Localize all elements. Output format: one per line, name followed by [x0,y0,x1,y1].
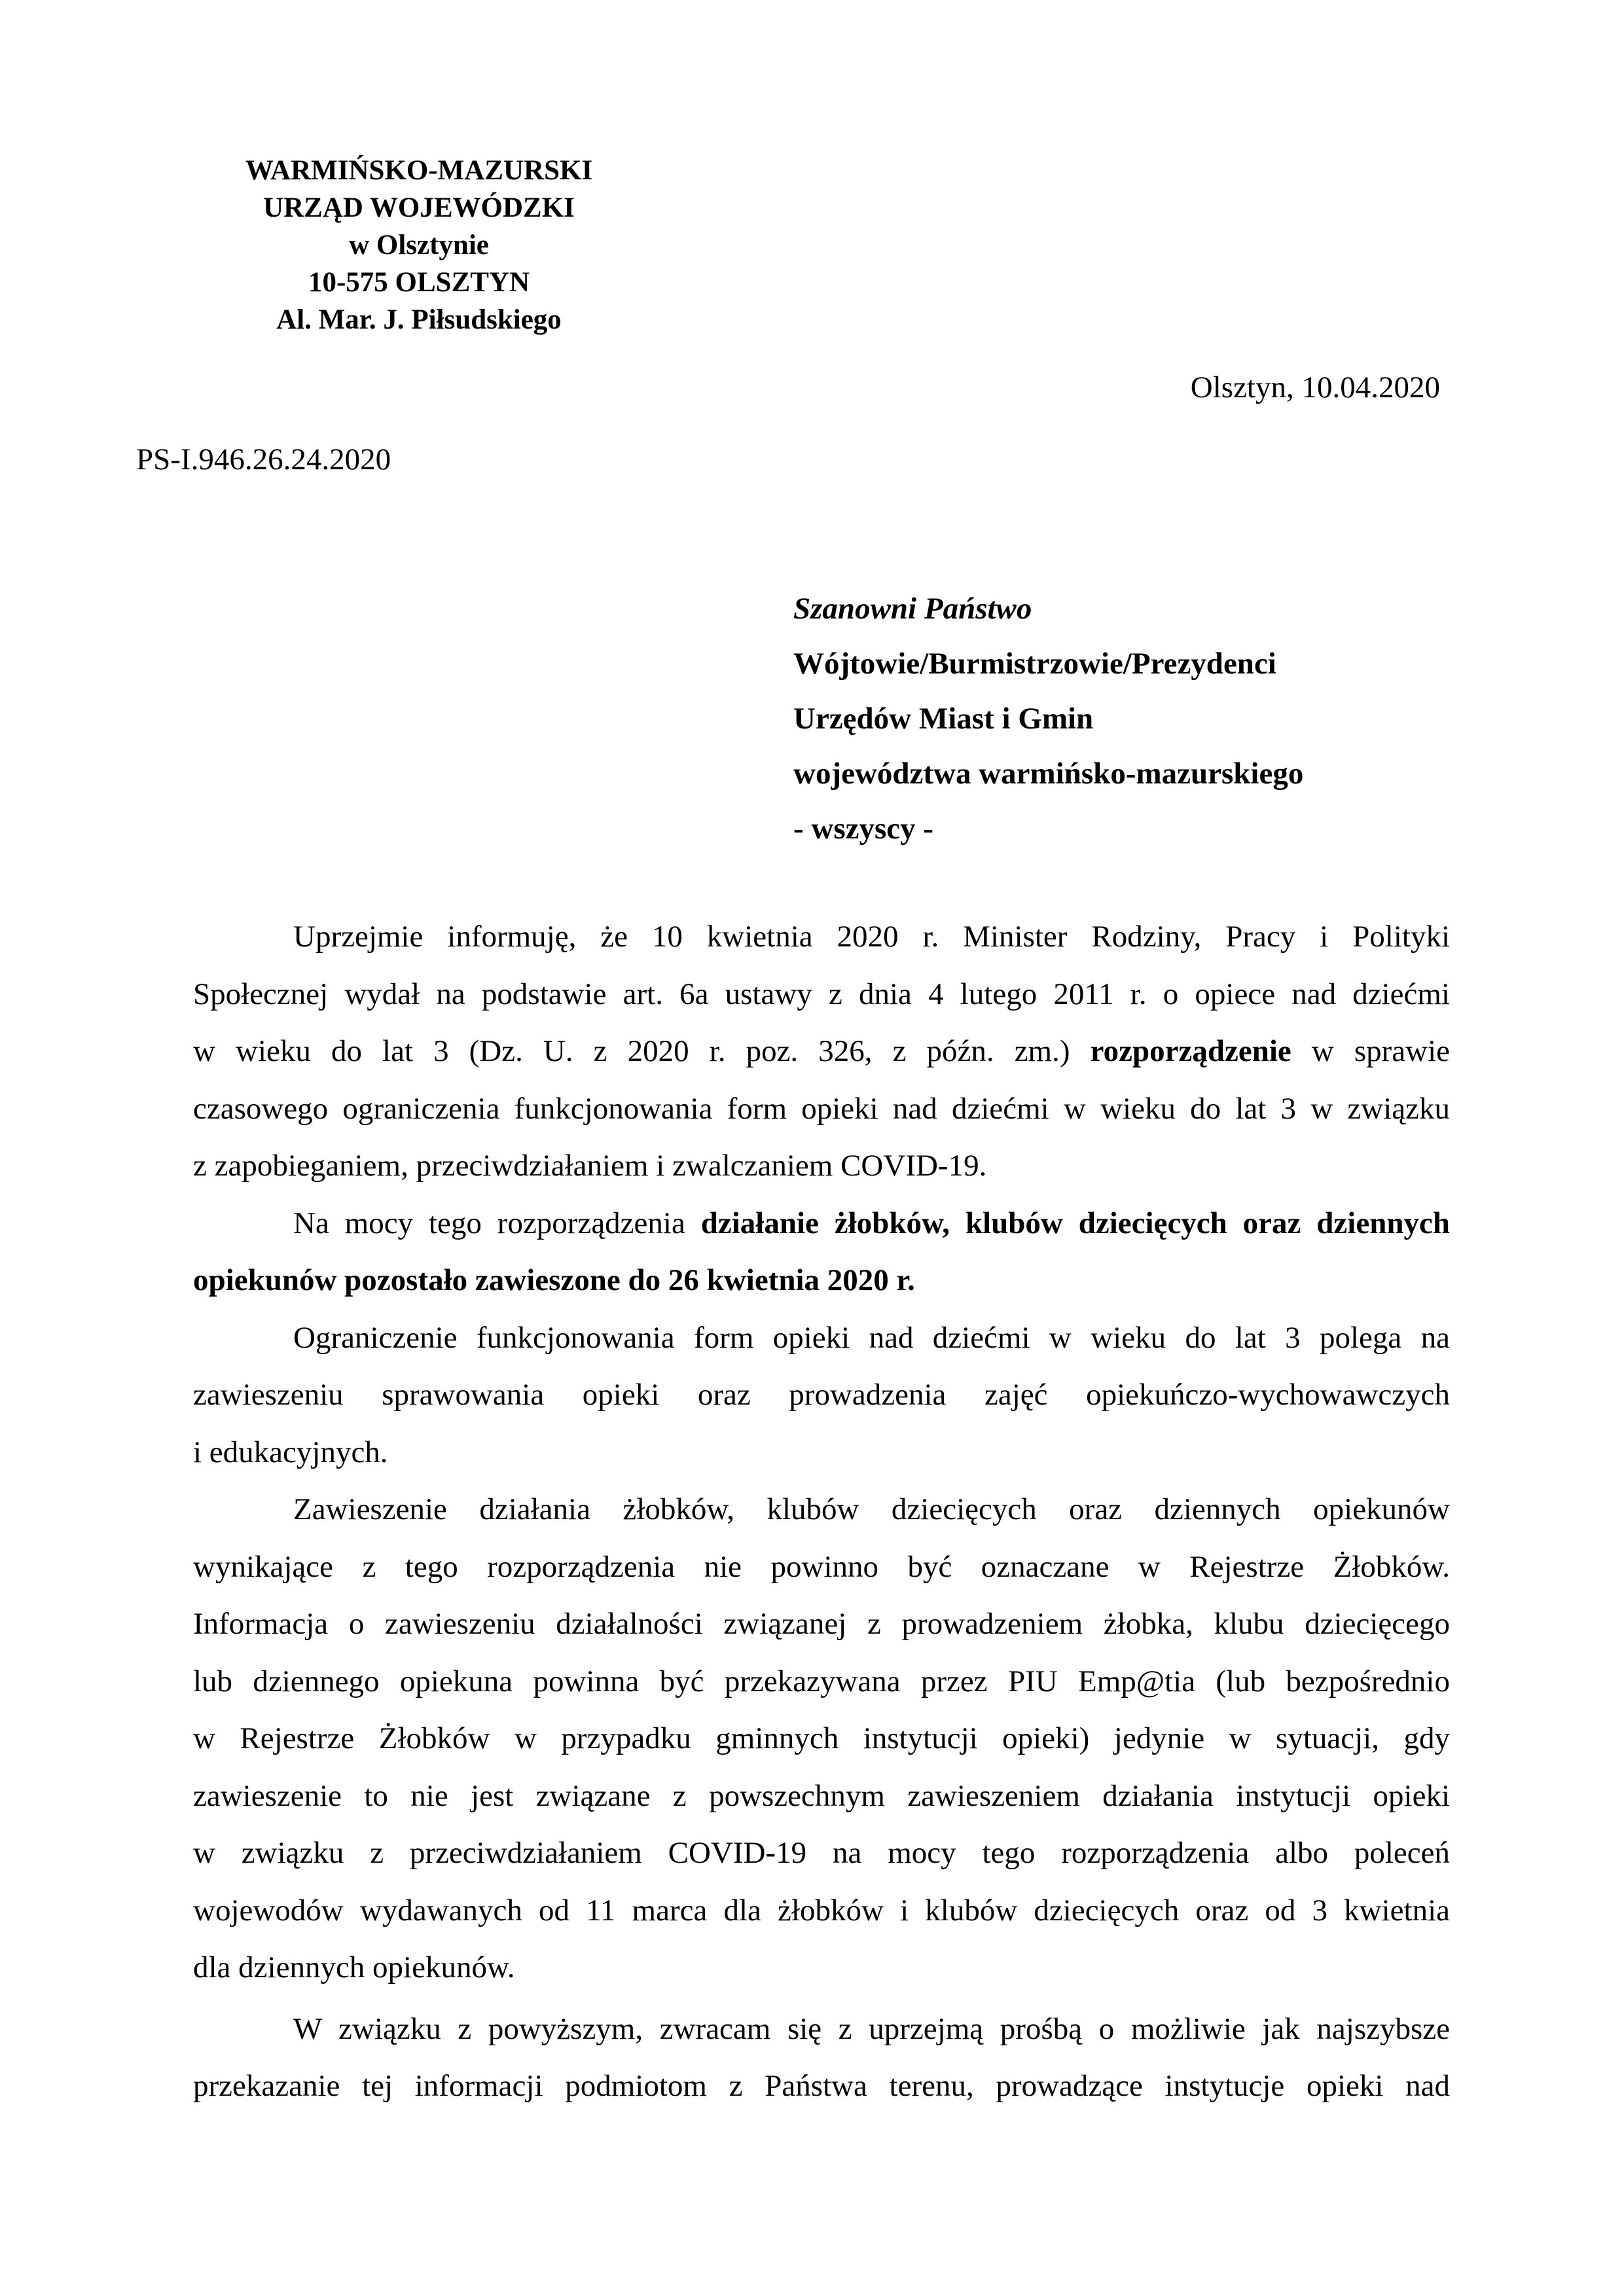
sender-line: URZĄD WOJEWÓDZKI [263,192,575,223]
letter-date: Olsztyn, 10.04.2020 [1190,370,1440,404]
addressee-line: województwa warmińsko-mazurskiego [793,757,1304,791]
text-run: w wieku do lat 3 (Dz. U. z 2020 r. poz. 326, z późn. zm.) [193,1034,1091,1068]
text-line: czasowego ograniczenia funkcjonowania form opieki nad dziećmi w wieku do lat 3 w związku [193,1091,1450,1126]
text-line: z zapobieganiem, przeciwdziałaniem i zwalczaniem COVID-19. [193,1149,987,1183]
text-line [193,1195,1450,1253]
text-line: przekazanie tej informacji podmiotom z Państwa terenu, prowadzące instytucje opieki nad [193,2069,1450,2103]
text-line: w związku z przeciwdziałaniem COVID-19 na mocy tego rozporządzenia albo poleceń [193,1836,1450,1870]
paragraph-4 [193,1481,1450,1997]
addressee-line: - wszyscy - [793,812,934,846]
text-line: dla dziennych opiekunów. [193,1950,515,1984]
sender-header [164,152,674,338]
bold-text-run: opiekunów pozostało zawieszone do 26 kwietnia 2020 r. [193,1263,915,1297]
text-run: Na mocy tego rozporządzenia [293,1206,701,1240]
text-line: W związku z powyższym, zwracam się z uprzejmą prośbą o możliwie jak najszybsze [293,2011,1450,2046]
paragraph-5 [193,2001,1450,2115]
addressee-block [793,581,1382,856]
paragraph-2 [193,1195,1450,1310]
sender-line: w Olsztynie [349,230,489,260]
text-line: wojewodów wydawanych od 11 marca dla żłobków i klubów dziecięcych oraz od 3 kwietnia [193,1893,1450,1928]
text-line: Zawieszenie działania żłobków, klubów dziecięcych oraz dziennych opiekunów [293,1492,1450,1526]
sender-line: WARMIŃSKO-MAZURSKI [245,155,593,186]
bold-text-run: rozporządzenie [1090,1034,1291,1068]
reference-number: PS-I.946.26.24.2020 [136,442,391,476]
addressee-line: Urzędów Miast i Gmin [793,702,1094,736]
letter-body [193,908,1450,2115]
bold-text-run: działanie żłobków, klubów dziecięcych oraz dziennych [700,1206,1450,1240]
text-line [193,1023,1450,1081]
text-line: zawieszeniu sprawowania opieki oraz prowadzenia zajęć opiekuńczo-wychowawczych [193,1378,1450,1412]
paragraph-1 [193,908,1450,1195]
text-line [193,1252,1450,1310]
text-line: Uprzejmie informuję, że 10 kwietnia 2020 r. Minister Rodziny, Pracy i Polityki [293,920,1450,954]
sender-line: Al. Mar. J. Piłsudskiego [276,304,562,335]
text-run: w sprawie [1291,1034,1451,1068]
salutation: Szanowni Państwo [793,592,1032,626]
text-line: wynikające z tego rozporządzenia nie powinno być oznaczane w Rejestrze Żłobków. [193,1549,1450,1584]
text-line: i edukacyjnych. [193,1435,388,1469]
addressee-line: Wójtowie/Burmistrzowie/Prezydenci [793,647,1276,681]
text-line: w Rejestrze Żłobków w przypadku gminnych instytucji opieki) jedynie w sytuacji, gdy [193,1721,1450,1755]
text-line: lub dziennego opiekuna powinna być przekazywana przez PIU Emp@tia (lub bezpośrednio [193,1664,1450,1698]
text-line: Społecznej wydał na podstawie art. 6a ustawy z dnia 4 lutego 2011 r. o opiece nad dziećmi [193,977,1450,1011]
paragraph-3 [193,1310,1450,1482]
text-line: zawieszenie to nie jest związane z powszechnym zawieszeniem działania instytucji opieki [193,1778,1450,1813]
text-line: Informacja o zawieszeniu działalności związanej z prowadzeniem żłobka, klubu dziecięcego [193,1607,1450,1641]
text-line: Ograniczenie funkcjonowania form opieki nad dziećmi w wieku do lat 3 polega na [293,1320,1450,1355]
sender-line: 10-575 OLSZTYN [308,267,530,298]
